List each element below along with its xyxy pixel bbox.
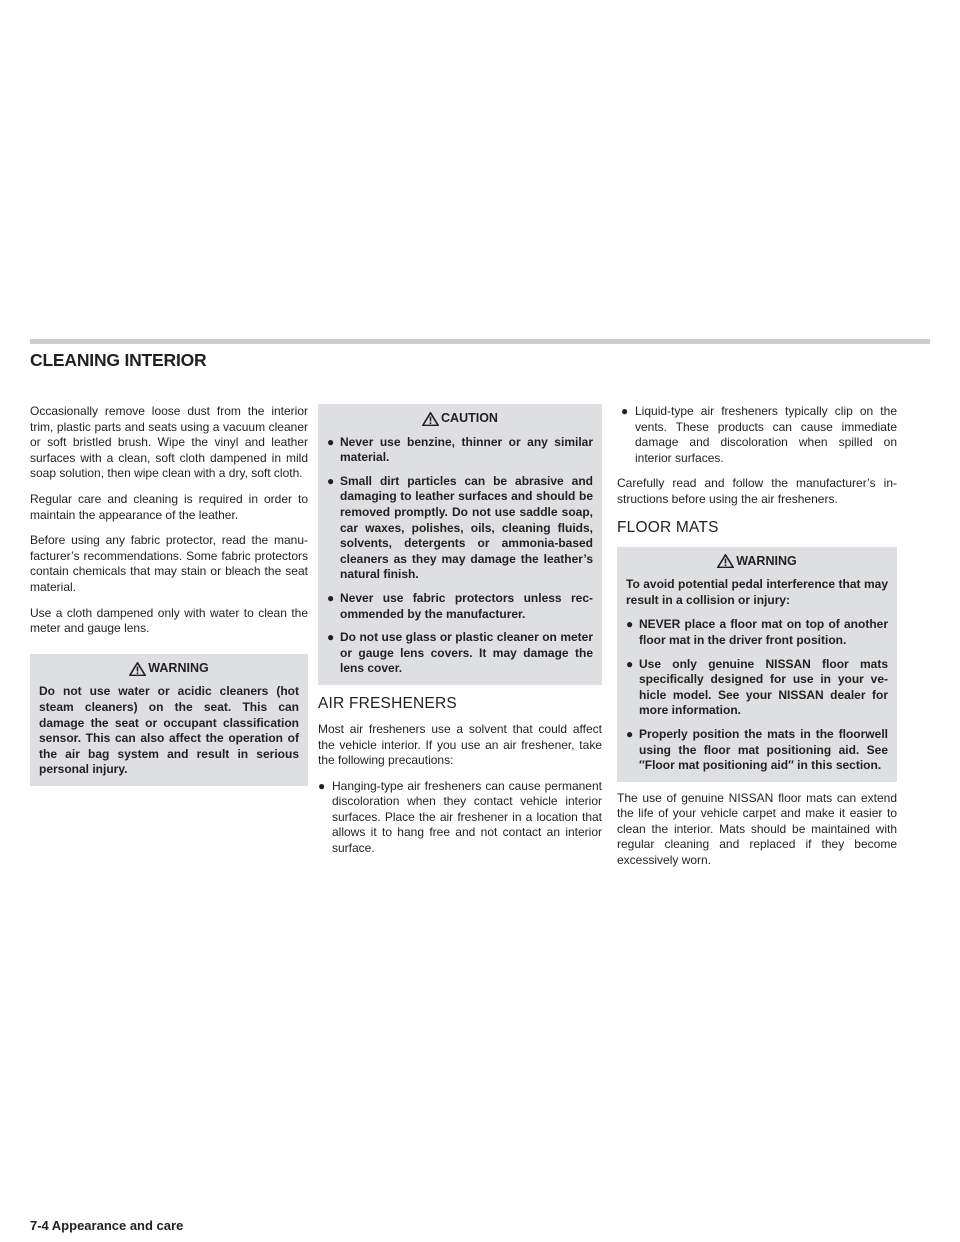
caution-list xyxy=(327,435,593,677)
caution-box-leather xyxy=(318,404,602,685)
list-item: ● NEVER place a floor mat on top of another floor mat in the driver front position. xyxy=(626,617,888,647)
list-item: ● Never use benzine, thinner or any similar material. xyxy=(327,434,593,465)
paragraph: Occasionally remove loose dust from the interior trim, plastic parts and seats using a vacuum cleaner or soft bristled brush. Wipe the vinyl and leather surfaces with a clean, soft cloth dampened in mild soap solution, then wipe clean with a dry, soft cloth. xyxy=(30,404,308,481)
list-item: ● Properly position the mats in the floorwell using the floor mat positioning aid. See ″Floor mat positioning aid″ in this section. xyxy=(626,726,888,773)
list-item: ● Use only genuine NISSAN floor mats specifically designed for use in your vehicle model. See your NISSAN dealer for more information. xyxy=(626,656,888,718)
list-item: ● Never use fabric protectors unless recommended by the manufacturer. xyxy=(327,590,593,621)
bullet-icon: ● xyxy=(327,434,335,449)
paragraph: Regular care and cleaning is required in order to maintain the appearance of the leather. xyxy=(30,491,308,522)
paragraph: The use of genuine NISSAN floor mats can extend the life of your vehicle carpet and make it easier to clean the interior. Mats should be maintained with regular cleaning and replaced if they become excessively worn. xyxy=(617,790,897,868)
paragraph: Before using any fabric protector, read the manufacturer’s recommendations. Some fabric protectors contain chemicals that may stain or bleach the seat material. xyxy=(30,533,308,594)
bullet-icon: ● xyxy=(626,656,634,671)
bullet-icon: ● xyxy=(327,590,335,605)
warning-intro: To avoid potential pedal interference that may result in a collision or injury: xyxy=(626,577,888,607)
page-footer xyxy=(30,1218,183,1233)
warning-label: WARNING xyxy=(148,660,209,675)
caution-header xyxy=(327,404,593,435)
paragraph: Most air fresheners use a solvent that could affect the vehicle interior. If you use an air freshener, take the following precautions: xyxy=(318,721,602,768)
warning-triangle-icon xyxy=(422,412,439,426)
bullet-icon: ● xyxy=(626,726,634,741)
list-item: ● Small dirt particles can be abrasive and damaging to leather surfaces and should be removed promptly. Do not use saddle soap, car waxes, polishes, oils, cleaning fluids, solvents, detergents or ammonia-based cleaners as they may damage the leather’s natural finish. xyxy=(327,473,593,582)
caution-label: CAUTION xyxy=(441,411,498,425)
chapter-title: Appearance and care xyxy=(51,1218,184,1233)
bullet-icon: ● xyxy=(621,404,629,418)
list-item: ● Liquid-type air fresheners typically clip on the vents. These products can cause immediate damage and discoloration when spilled on interior surfaces. xyxy=(621,404,897,465)
subsection-title-floor-mats: FLOOR MATS xyxy=(617,518,719,536)
warning-header xyxy=(626,547,888,578)
warning-text: Do not use water or acidic cleaners (hot steam cleaners) on the seat. This can damage the seat or occupant classification sensor. This can also affect the operation of the air bag system and result in serious personal injury. xyxy=(39,684,299,777)
column-2 xyxy=(318,404,602,867)
bullet-icon: ● xyxy=(626,617,634,632)
warning-box-floor-mats xyxy=(617,547,897,782)
list-item: ● Hanging-type air fresheners can cause permanent discoloration when they contact vehicle interior surfaces. Place the air freshener in a location that allows it to hang free and not contact an interior surface. xyxy=(318,778,602,856)
list-item: ● Do not use glass or plastic cleaner on meter or gauge lens covers. It may damage the lens cover. xyxy=(327,630,593,676)
paragraph: Use a cloth dampened only with water to clean the meter and gauge lens. xyxy=(30,605,308,636)
warning-list xyxy=(626,617,888,773)
air-freshener-list-continued xyxy=(617,404,897,466)
warning-triangle-icon xyxy=(717,554,734,568)
column-1 xyxy=(30,404,308,795)
subsection-title-air-fresheners: AIR FRESHENERS xyxy=(318,694,457,712)
section-title: CLEANING INTERIOR xyxy=(30,350,207,370)
warning-header xyxy=(39,654,299,685)
column-3 xyxy=(617,404,897,879)
bullet-icon: ● xyxy=(318,778,326,793)
warning-box-seat xyxy=(30,654,308,786)
air-freshener-list xyxy=(318,779,602,857)
bullet-icon: ● xyxy=(327,473,335,488)
page-number: 7-4 xyxy=(30,1218,49,1233)
warning-triangle-icon xyxy=(129,662,146,676)
warning-label: WARNING xyxy=(736,553,797,568)
section-rule xyxy=(30,339,930,344)
paragraph: Carefully read and follow the manufacturer’s instructions before using the air fresheners. xyxy=(617,476,897,506)
bullet-icon: ● xyxy=(327,630,335,645)
